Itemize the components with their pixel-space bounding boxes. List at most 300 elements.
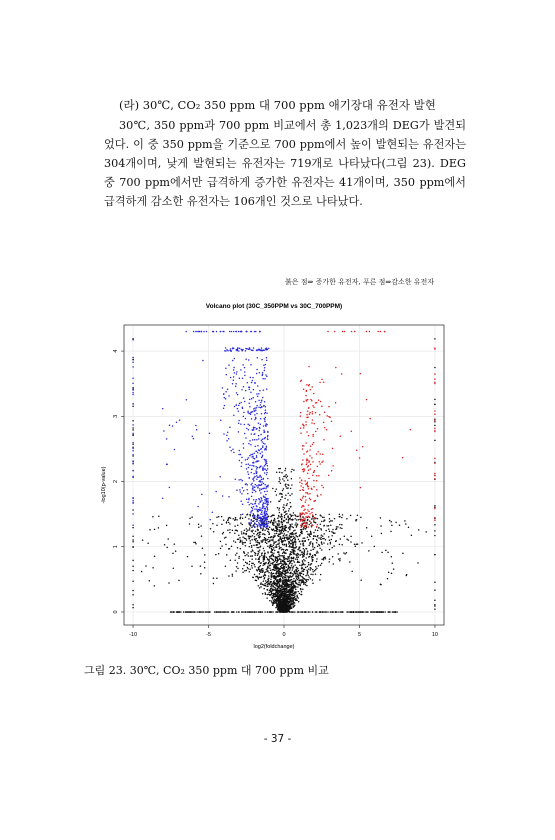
data-point bbox=[286, 505, 288, 507]
data-point bbox=[293, 602, 295, 604]
data-point bbox=[286, 527, 288, 529]
data-point bbox=[228, 364, 230, 366]
data-point bbox=[241, 349, 243, 351]
data-point bbox=[280, 571, 282, 573]
data-point bbox=[265, 517, 267, 519]
data-point bbox=[132, 541, 134, 543]
data-point bbox=[244, 570, 246, 572]
data-point bbox=[275, 546, 277, 548]
data-point bbox=[271, 546, 273, 548]
data-point bbox=[434, 427, 436, 429]
data-point bbox=[247, 552, 249, 554]
data-point bbox=[272, 549, 274, 551]
data-point bbox=[247, 484, 249, 486]
data-point bbox=[298, 611, 300, 613]
data-point bbox=[262, 557, 264, 559]
data-point bbox=[305, 512, 307, 514]
data-point bbox=[288, 519, 290, 521]
data-point bbox=[319, 414, 321, 416]
data-point bbox=[268, 582, 270, 584]
data-point bbox=[256, 547, 258, 549]
data-point bbox=[263, 588, 265, 590]
data-point bbox=[381, 552, 383, 554]
data-point bbox=[245, 538, 247, 540]
data-point bbox=[186, 399, 188, 401]
data-point bbox=[242, 536, 244, 538]
data-point bbox=[332, 448, 334, 450]
data-point bbox=[275, 593, 277, 595]
data-point bbox=[197, 506, 199, 508]
data-point bbox=[300, 550, 302, 552]
data-point bbox=[258, 477, 260, 479]
data-point bbox=[434, 581, 436, 583]
data-point bbox=[132, 361, 134, 363]
data-point bbox=[252, 349, 254, 351]
data-point bbox=[266, 543, 268, 545]
data-point bbox=[302, 497, 304, 499]
data-point bbox=[267, 566, 269, 568]
data-point bbox=[434, 524, 436, 526]
data-point bbox=[361, 542, 363, 544]
data-point bbox=[291, 560, 293, 562]
data-point bbox=[132, 470, 134, 472]
data-point bbox=[254, 439, 256, 441]
data-point bbox=[263, 520, 265, 522]
data-point bbox=[282, 603, 284, 605]
data-point bbox=[253, 477, 255, 479]
data-point bbox=[259, 542, 261, 544]
data-point bbox=[303, 510, 305, 512]
data-point bbox=[216, 611, 218, 613]
data-point bbox=[362, 446, 364, 448]
data-point bbox=[132, 403, 134, 405]
data-point bbox=[318, 537, 320, 539]
data-point bbox=[328, 561, 330, 563]
data-point bbox=[290, 573, 292, 575]
data-point bbox=[300, 516, 302, 518]
data-point bbox=[381, 533, 383, 535]
data-point bbox=[281, 496, 283, 498]
data-point bbox=[294, 598, 296, 600]
data-point bbox=[264, 500, 266, 502]
data-point bbox=[321, 521, 323, 523]
data-point bbox=[289, 546, 291, 548]
data-point bbox=[263, 429, 265, 431]
data-point bbox=[284, 475, 286, 477]
data-point bbox=[259, 566, 261, 568]
data-point bbox=[274, 569, 276, 571]
data-point bbox=[278, 522, 280, 524]
data-point bbox=[434, 530, 436, 532]
data-point bbox=[311, 422, 313, 424]
data-point bbox=[268, 541, 270, 543]
data-point bbox=[282, 478, 284, 480]
data-point bbox=[272, 529, 274, 531]
data-point bbox=[315, 611, 317, 613]
data-point bbox=[264, 419, 266, 421]
data-point bbox=[302, 611, 304, 613]
data-point bbox=[266, 539, 268, 541]
data-point bbox=[256, 516, 258, 518]
data-point bbox=[149, 529, 151, 531]
data-point bbox=[310, 568, 312, 570]
data-point bbox=[301, 464, 303, 466]
data-point bbox=[192, 435, 194, 437]
data-point bbox=[356, 544, 358, 546]
data-point bbox=[300, 432, 302, 434]
data-point bbox=[266, 511, 268, 512]
data-point bbox=[308, 511, 310, 513]
data-point bbox=[387, 578, 389, 580]
data-point bbox=[320, 536, 322, 538]
data-point bbox=[312, 508, 314, 510]
data-point bbox=[223, 433, 225, 435]
data-point bbox=[239, 460, 241, 462]
data-point bbox=[132, 424, 134, 426]
data-point bbox=[245, 611, 247, 613]
y-tick-label: 3 bbox=[113, 414, 119, 418]
data-point bbox=[295, 533, 297, 535]
data-point bbox=[281, 522, 283, 524]
data-point bbox=[267, 584, 269, 586]
data-point bbox=[336, 528, 338, 530]
data-point bbox=[303, 496, 305, 498]
data-point bbox=[315, 431, 317, 433]
data-point bbox=[245, 358, 247, 360]
data-point bbox=[280, 499, 282, 501]
data-point bbox=[349, 561, 351, 563]
data-point bbox=[263, 560, 265, 562]
data-point bbox=[225, 347, 227, 349]
data-point bbox=[294, 586, 296, 588]
data-point bbox=[251, 562, 253, 564]
data-point bbox=[256, 393, 258, 395]
data-point bbox=[320, 494, 322, 496]
data-point bbox=[132, 560, 134, 562]
data-point bbox=[393, 568, 395, 570]
data-point bbox=[229, 331, 231, 333]
data-point bbox=[273, 600, 275, 602]
data-point bbox=[290, 584, 292, 586]
data-point bbox=[271, 558, 273, 560]
data-point bbox=[266, 499, 268, 501]
data-point bbox=[245, 562, 247, 564]
data-point bbox=[270, 521, 272, 523]
data-point bbox=[250, 377, 252, 379]
data-point bbox=[307, 509, 309, 511]
data-point bbox=[294, 561, 296, 563]
data-point bbox=[336, 526, 338, 528]
data-point bbox=[288, 508, 290, 510]
data-point bbox=[295, 542, 297, 544]
data-point bbox=[290, 589, 292, 591]
data-point bbox=[299, 565, 301, 567]
data-point bbox=[240, 517, 242, 519]
data-point bbox=[236, 373, 238, 375]
data-point bbox=[286, 587, 288, 589]
data-point bbox=[297, 611, 299, 613]
data-point bbox=[257, 385, 259, 387]
data-point bbox=[276, 589, 278, 591]
data-point bbox=[251, 468, 253, 470]
data-point bbox=[267, 551, 269, 553]
data-point bbox=[292, 532, 294, 534]
data-point bbox=[252, 429, 254, 431]
data-point bbox=[301, 581, 303, 583]
data-point bbox=[145, 565, 147, 567]
data-point bbox=[323, 558, 325, 560]
data-point bbox=[285, 563, 287, 565]
data-point bbox=[284, 559, 286, 561]
data-point bbox=[269, 539, 271, 541]
data-point bbox=[301, 572, 303, 574]
data-point bbox=[210, 528, 212, 530]
data-point bbox=[293, 552, 295, 554]
data-point bbox=[246, 468, 248, 470]
data-point bbox=[287, 605, 289, 607]
data-point bbox=[317, 535, 319, 537]
data-point bbox=[213, 531, 215, 533]
data-point bbox=[240, 491, 242, 493]
data-point bbox=[278, 575, 280, 577]
data-point bbox=[280, 531, 282, 533]
data-point bbox=[323, 439, 325, 441]
data-point bbox=[304, 564, 306, 566]
data-point bbox=[276, 533, 278, 535]
data-point bbox=[240, 548, 242, 550]
data-point bbox=[200, 525, 202, 527]
data-point bbox=[263, 488, 265, 490]
data-point bbox=[238, 420, 240, 422]
data-point bbox=[237, 524, 239, 526]
data-point bbox=[355, 611, 357, 613]
data-point bbox=[251, 483, 253, 485]
data-point bbox=[232, 575, 234, 577]
data-point bbox=[332, 465, 334, 467]
data-point bbox=[132, 392, 134, 394]
data-point bbox=[290, 603, 292, 605]
data-point bbox=[266, 474, 268, 476]
data-point bbox=[285, 595, 287, 597]
data-point bbox=[268, 592, 270, 594]
data-point bbox=[266, 486, 268, 488]
data-point bbox=[293, 556, 295, 558]
data-point bbox=[272, 488, 274, 490]
data-point bbox=[306, 569, 308, 571]
data-point bbox=[247, 471, 249, 473]
data-point bbox=[256, 373, 258, 375]
data-point bbox=[214, 611, 216, 613]
data-point bbox=[285, 468, 287, 470]
data-point bbox=[286, 594, 288, 596]
data-point bbox=[318, 461, 320, 463]
data-point bbox=[287, 594, 289, 596]
data-point bbox=[282, 568, 284, 570]
data-point bbox=[262, 571, 264, 573]
data-point bbox=[268, 537, 270, 539]
data-point bbox=[319, 579, 321, 581]
data-point bbox=[203, 331, 205, 333]
data-point bbox=[252, 456, 254, 458]
data-point bbox=[265, 580, 267, 582]
data-point bbox=[252, 439, 254, 441]
data-point bbox=[328, 514, 330, 516]
data-point bbox=[257, 570, 259, 572]
data-point bbox=[298, 539, 300, 541]
data-point bbox=[292, 545, 294, 547]
data-point bbox=[268, 578, 270, 580]
data-point bbox=[390, 531, 392, 533]
data-point bbox=[308, 545, 310, 547]
data-point bbox=[254, 564, 256, 566]
data-point bbox=[305, 567, 307, 569]
data-point bbox=[364, 611, 366, 613]
data-point bbox=[291, 471, 293, 473]
data-point bbox=[299, 554, 301, 556]
data-point bbox=[284, 600, 286, 602]
data-point bbox=[291, 611, 293, 613]
data-point bbox=[335, 540, 337, 542]
data-point bbox=[309, 611, 311, 613]
data-point bbox=[283, 564, 285, 566]
data-point bbox=[317, 552, 319, 554]
data-point bbox=[254, 574, 256, 576]
data-point bbox=[241, 611, 243, 613]
data-point bbox=[300, 543, 302, 545]
data-point bbox=[329, 518, 331, 520]
data-point bbox=[314, 517, 316, 519]
data-point bbox=[245, 533, 247, 535]
data-point bbox=[251, 433, 253, 435]
data-point bbox=[132, 442, 134, 444]
data-point bbox=[284, 517, 286, 519]
data-point bbox=[257, 511, 259, 513]
data-point bbox=[241, 531, 243, 533]
data-point bbox=[259, 427, 261, 429]
data-point bbox=[267, 432, 269, 434]
data-point bbox=[284, 507, 286, 509]
data-point bbox=[249, 546, 251, 548]
data-point bbox=[228, 496, 230, 498]
data-point bbox=[279, 471, 281, 473]
data-point bbox=[261, 441, 263, 443]
data-point bbox=[245, 459, 247, 461]
data-point bbox=[287, 571, 289, 573]
data-point bbox=[279, 608, 281, 610]
data-point bbox=[278, 594, 280, 596]
data-point bbox=[266, 582, 268, 584]
data-point bbox=[301, 506, 303, 508]
data-point bbox=[285, 474, 287, 476]
data-point bbox=[229, 427, 231, 429]
data-point bbox=[248, 389, 250, 391]
data-point bbox=[220, 331, 222, 333]
data-point bbox=[259, 520, 261, 522]
data-point bbox=[250, 413, 252, 415]
data-point bbox=[251, 472, 253, 474]
data-point bbox=[326, 429, 328, 431]
data-point bbox=[269, 567, 271, 569]
data-point bbox=[267, 589, 269, 591]
data-point bbox=[280, 483, 282, 485]
data-point bbox=[278, 529, 280, 531]
data-point bbox=[230, 348, 232, 350]
data-point bbox=[315, 522, 317, 524]
data-point bbox=[300, 611, 302, 613]
data-point bbox=[273, 594, 275, 596]
data-point bbox=[149, 580, 151, 582]
data-point bbox=[318, 565, 320, 567]
data-point bbox=[230, 377, 232, 379]
data-point bbox=[252, 411, 254, 413]
data-point bbox=[290, 519, 292, 521]
data-point bbox=[269, 556, 271, 558]
data-point bbox=[246, 489, 248, 491]
data-point bbox=[275, 588, 277, 590]
data-point bbox=[295, 575, 297, 577]
data-point bbox=[280, 547, 282, 549]
data-point bbox=[265, 594, 267, 596]
data-point bbox=[286, 503, 288, 505]
data-point bbox=[299, 541, 301, 543]
data-point bbox=[325, 539, 327, 541]
data-point bbox=[290, 517, 292, 519]
data-point bbox=[321, 405, 323, 407]
data-point bbox=[292, 546, 294, 548]
data-point bbox=[174, 449, 176, 451]
data-point bbox=[265, 425, 267, 427]
data-point bbox=[328, 536, 330, 538]
data-point bbox=[305, 548, 307, 550]
data-point bbox=[271, 593, 273, 595]
data-point bbox=[434, 600, 436, 602]
data-point bbox=[245, 437, 247, 439]
data-point bbox=[256, 350, 258, 352]
data-point bbox=[229, 350, 231, 352]
data-point bbox=[322, 611, 324, 613]
data-point bbox=[284, 567, 286, 569]
data-point bbox=[285, 540, 287, 542]
data-point bbox=[274, 550, 276, 552]
data-point bbox=[282, 548, 284, 550]
data-point bbox=[231, 611, 233, 613]
data-point bbox=[238, 454, 240, 456]
data-point bbox=[278, 600, 280, 602]
data-point bbox=[434, 440, 436, 442]
data-point bbox=[324, 411, 326, 413]
data-point bbox=[320, 515, 322, 517]
data-point bbox=[299, 490, 301, 492]
data-point bbox=[245, 483, 247, 485]
data-point bbox=[282, 555, 284, 557]
data-point bbox=[220, 541, 222, 543]
data-point bbox=[312, 574, 314, 576]
data-point bbox=[300, 588, 302, 590]
data-point bbox=[270, 581, 272, 583]
data-point bbox=[204, 567, 206, 569]
data-point bbox=[399, 524, 401, 526]
data-point bbox=[305, 399, 307, 401]
data-point bbox=[285, 586, 287, 588]
data-point bbox=[234, 406, 236, 408]
x-tick-label: 5 bbox=[357, 632, 362, 638]
data-point bbox=[272, 554, 274, 556]
data-point bbox=[318, 544, 320, 546]
data-point bbox=[132, 535, 134, 537]
data-point bbox=[263, 548, 265, 550]
data-point bbox=[313, 538, 315, 540]
data-point bbox=[275, 558, 277, 560]
